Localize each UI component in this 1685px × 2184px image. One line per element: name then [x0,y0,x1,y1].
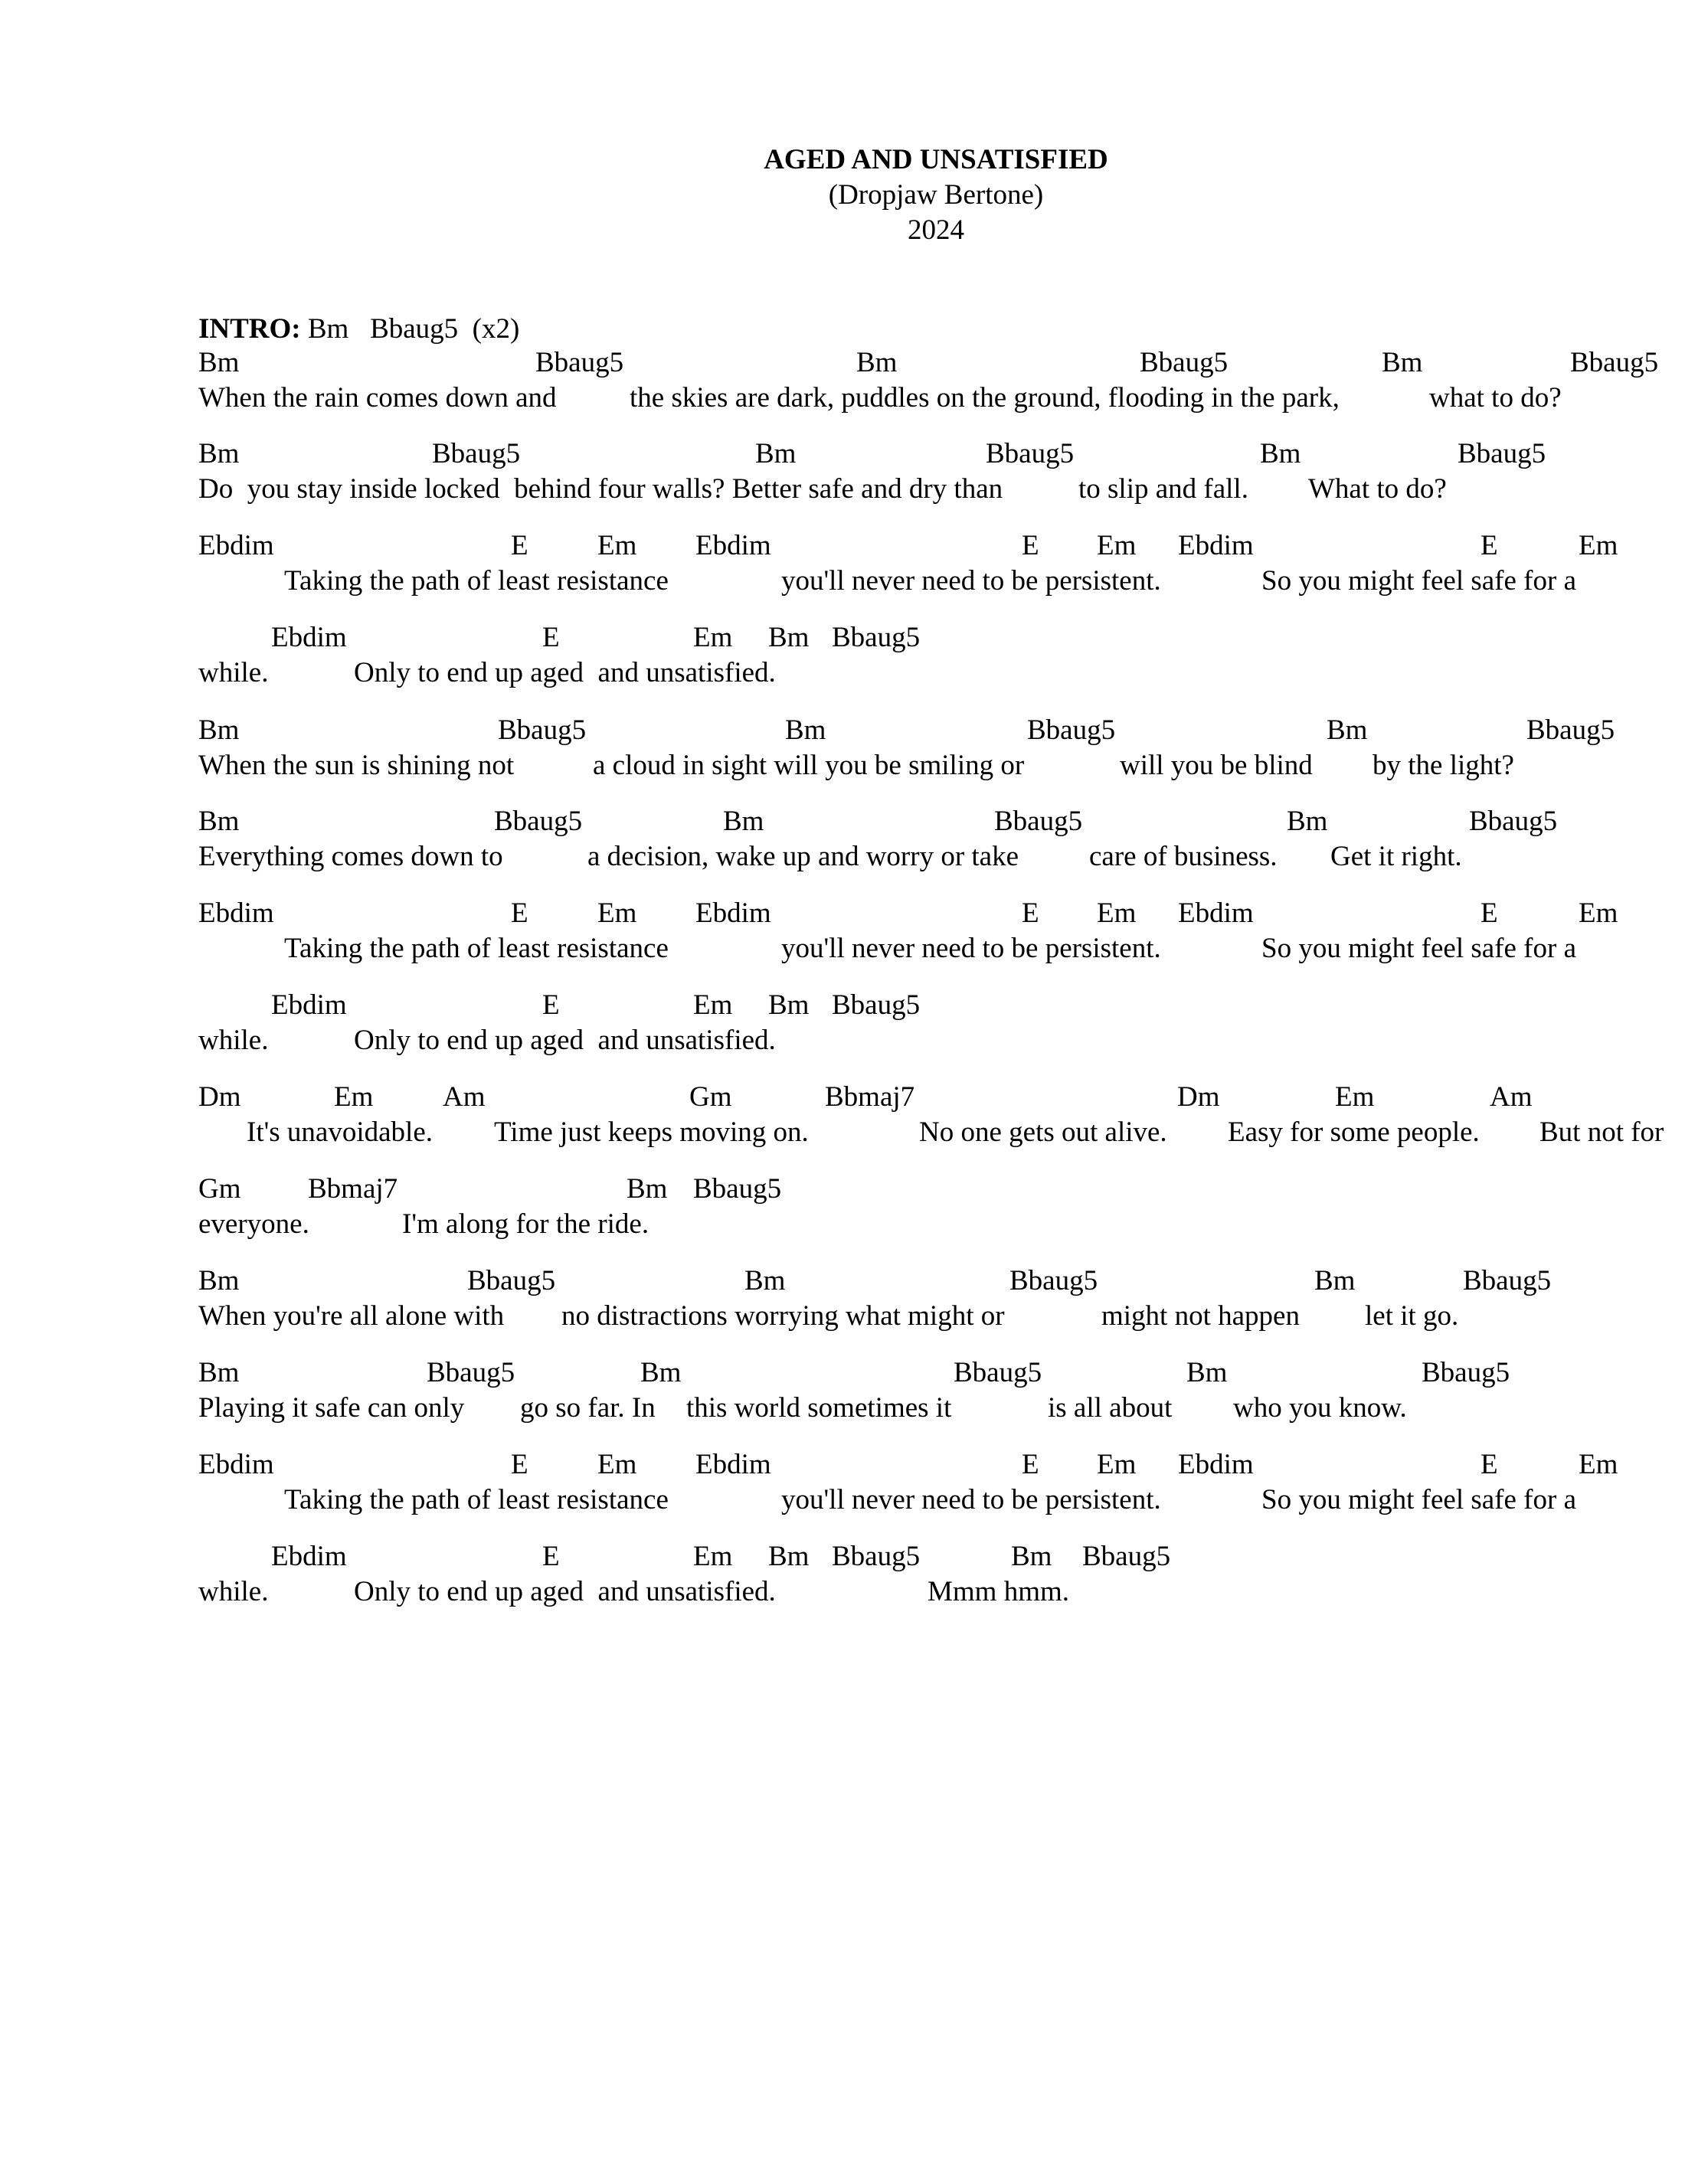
lyric-line [0,748,1685,785]
chord: E [1481,1449,1498,1480]
lyric-phrase: When you're all alone with [198,1300,505,1332]
lyric-line [0,839,1685,876]
lyric-phrase: you'll never need to be persistent. [781,565,1161,597]
lyric-phrase: while. [198,1025,269,1056]
chord: E [1022,1449,1039,1480]
lyric-phrase: who you know. [1233,1392,1407,1424]
lyric-phrase: everyone. [198,1208,309,1240]
chord: Em [1579,897,1618,929]
lyric-line [0,1299,1685,1336]
chord: Bbaug5 [467,1265,556,1296]
intro-chords: Bm Bbaug5 (x2) [307,313,520,345]
chord-line [0,1539,1685,1576]
lyric-phrase: a decision, wake up and worry or take [587,841,1019,872]
chord: Bm [856,347,898,378]
chord: E [511,1449,528,1480]
chord: Em [1579,530,1618,561]
lyric-phrase: no distractions worrying what might or [561,1300,1005,1332]
lyric-phrase: go so far. In [520,1392,656,1424]
lyric-phrase: When the rain comes down and [198,382,557,414]
chord: Bm [198,714,240,746]
chord: Em [334,1081,374,1113]
chord: Bbaug5 [1458,438,1546,469]
chord: Bbaug5 [693,1173,782,1205]
chord: Em [1097,1449,1137,1480]
chord: Bbaug5 [498,714,587,746]
chord: Em [597,530,637,561]
chord-line [0,528,1685,565]
chord: Bbaug5 [1140,347,1229,378]
lyric-phrase: Get it right. [1330,841,1462,872]
lyric-phrase: Playing it safe can only [198,1392,465,1424]
lyric-phrase: Mmm hmm. [928,1576,1070,1607]
chord: Gm [198,1173,241,1205]
chord: Bm [627,1173,668,1205]
chord-line [0,1080,1685,1117]
chord: Bbaug5 [1082,1541,1171,1572]
song-year: 2024 [908,214,964,246]
chord-line [0,436,1685,473]
chord: Bm [1327,714,1368,746]
chord: Bbaug5 [986,438,1075,469]
chord: Bm [198,347,240,378]
chord: Am [443,1081,486,1113]
lyric-phrase: When the sun is shining not [198,750,515,781]
chord-line [0,1264,1685,1300]
chord-line [0,1447,1685,1484]
chord: Dm [198,1081,241,1113]
lyric-phrase: Only to end up aged and unsatisfied. [354,1025,776,1056]
chord: E [1022,897,1039,929]
chord: Em [597,1449,637,1480]
chord-line [0,1355,1685,1392]
chord: Em [693,622,733,653]
lyric-phrase: Taking the path of least resistance [284,1484,669,1515]
chord: Bm [1011,1541,1052,1572]
chord: Bbaug5 [832,622,921,653]
lyric-line [0,1023,1685,1060]
chord: Bbaug5 [832,989,921,1021]
lyric-phrase: But not for [1539,1117,1664,1148]
lyric-phrase: while. [198,1576,269,1607]
chord: Bbaug5 [1463,1265,1552,1296]
chord: Ebdim [1178,897,1254,929]
chord: Bbaug5 [1526,714,1615,746]
lyric-phrase: Taking the path of least resistance [284,933,669,964]
chord: E [542,989,560,1021]
lyric-line [0,472,1685,508]
chord: Bbaug5 [535,347,624,378]
lyric-phrase: Do you stay inside locked behind four walls? Better safe and dry than [198,473,1003,505]
lyric-phrase: Only to end up aged and unsatisfied. [354,1576,776,1607]
chord: Bm [1287,806,1328,837]
chord: Bm [768,622,810,653]
chord: Em [693,989,733,1021]
chord: Em [597,897,637,929]
lyric-phrase: will you be blind [1120,750,1313,781]
lyric-phrase: No one gets out alive. [919,1117,1167,1148]
chord-line [0,896,1685,933]
lyric-phrase: you'll never need to be persistent. [781,933,1161,964]
chord-line [0,804,1685,841]
chord-line [0,345,1685,382]
chord: Bm [198,1357,240,1388]
chord: Bm [198,806,240,837]
chord: Em [1097,530,1137,561]
lyric-phrase: the skies are dark, puddles on the ground, flooding in the park, [630,382,1340,414]
lyric-line [0,931,1685,968]
lyric-phrase: I'm along for the ride. [402,1208,649,1240]
lyric-phrase: let it go. [1365,1300,1459,1332]
chord-line [0,1172,1685,1208]
chord: Bbaug5 [1570,347,1659,378]
chord: Ebdim [271,989,347,1021]
chord: Bm [640,1357,682,1388]
chord: Bbaug5 [427,1357,515,1388]
lyric-phrase: What to do? [1308,473,1447,505]
chord: Ebdim [695,1449,771,1480]
chord: Bm [1186,1357,1228,1388]
chord: Bm [755,438,797,469]
chord: Bbaug5 [1009,1265,1098,1296]
lyric-phrase: while. [198,657,269,688]
lyric-phrase: a cloud in sight will you be smiling or [593,750,1025,781]
chord: Ebdim [695,530,771,561]
song-artist: (Dropjaw Bertone) [828,179,1044,211]
chord: Em [1335,1081,1375,1113]
chord: Bbaug5 [1469,806,1558,837]
lyric-phrase: by the light? [1373,750,1514,781]
chord: Ebdim [1178,1449,1254,1480]
lyric-line [0,564,1685,600]
chord: Em [1579,1449,1618,1480]
chord: Em [1097,897,1137,929]
chord: Ebdim [198,530,274,561]
chord: Bm [198,1265,240,1296]
chord: E [1481,897,1498,929]
chord-line [0,988,1685,1025]
chord: Bbaug5 [832,1541,921,1572]
chord: Bbaug5 [954,1357,1042,1388]
chord: Bbaug5 [494,806,583,837]
chord: Bbaug5 [1027,714,1116,746]
chord: Bm [744,1265,786,1296]
chord: Am [1490,1081,1533,1113]
intro-label: INTRO: [198,313,301,345]
lyric-phrase: this world sometimes it [686,1392,952,1424]
chord: E [542,1541,560,1572]
lyric-line [0,1574,1685,1611]
chord: Bbmaj7 [825,1081,915,1113]
chord: Bm [1382,347,1423,378]
chord: Bbaug5 [1422,1357,1510,1388]
chord-line [0,713,1685,750]
chord: Em [693,1541,733,1572]
chord: Bm [768,989,810,1021]
lyric-line [0,1115,1685,1152]
chord: E [511,530,528,561]
chord: Ebdim [695,897,771,929]
chord: Bbaug5 [432,438,521,469]
chord: Ebdim [198,897,274,929]
chord: Dm [1177,1081,1220,1113]
chord: Bm [1314,1265,1356,1296]
lyric-phrase: So you might feel safe for a [1261,1484,1576,1515]
lyric-phrase: Taking the path of least resistance [284,565,669,597]
chord: Bm [1260,438,1301,469]
lyric-phrase: Easy for some people. [1228,1117,1480,1148]
song-title: AGED AND UNSATISFIED [764,144,1108,175]
lyric-phrase: to slip and fall. [1078,473,1248,505]
chord: Gm [689,1081,732,1113]
intro-line [198,312,519,345]
lyric-phrase: you'll never need to be persistent. [781,1484,1161,1515]
lyric-line [0,656,1685,692]
chord: Bbmaj7 [308,1173,398,1205]
chord: Bm [768,1541,810,1572]
lyric-phrase: So you might feel safe for a [1261,565,1576,597]
chord: E [1022,530,1039,561]
lyric-phrase: is all about [1048,1392,1173,1424]
lyric-phrase: Everything comes down to [198,841,503,872]
chord: Ebdim [271,1541,347,1572]
lyric-phrase: what to do? [1429,382,1562,414]
chord: E [542,622,560,653]
chord: Ebdim [1178,530,1254,561]
chord: E [511,897,528,929]
lyric-line [0,381,1685,417]
lyric-phrase: So you might feel safe for a [1261,933,1576,964]
chord: Ebdim [198,1449,274,1480]
chord: Bm [785,714,826,746]
chord-line [0,620,1685,657]
lyric-phrase: It's unavoidable. [247,1117,433,1148]
chord: Bm [723,806,764,837]
lyric-line [0,1483,1685,1519]
chord: Ebdim [271,622,347,653]
lyric-phrase: care of business. [1089,841,1278,872]
lyric-phrase: might not happen [1101,1300,1300,1332]
chord: Bbaug5 [994,806,1083,837]
lyric-phrase: Time just keeps moving on. [494,1117,809,1148]
lyric-phrase: Only to end up aged and unsatisfied. [354,657,776,688]
lyric-line [0,1391,1685,1427]
chord: E [1481,530,1498,561]
lyric-line [0,1207,1685,1244]
chord: Bm [198,438,240,469]
